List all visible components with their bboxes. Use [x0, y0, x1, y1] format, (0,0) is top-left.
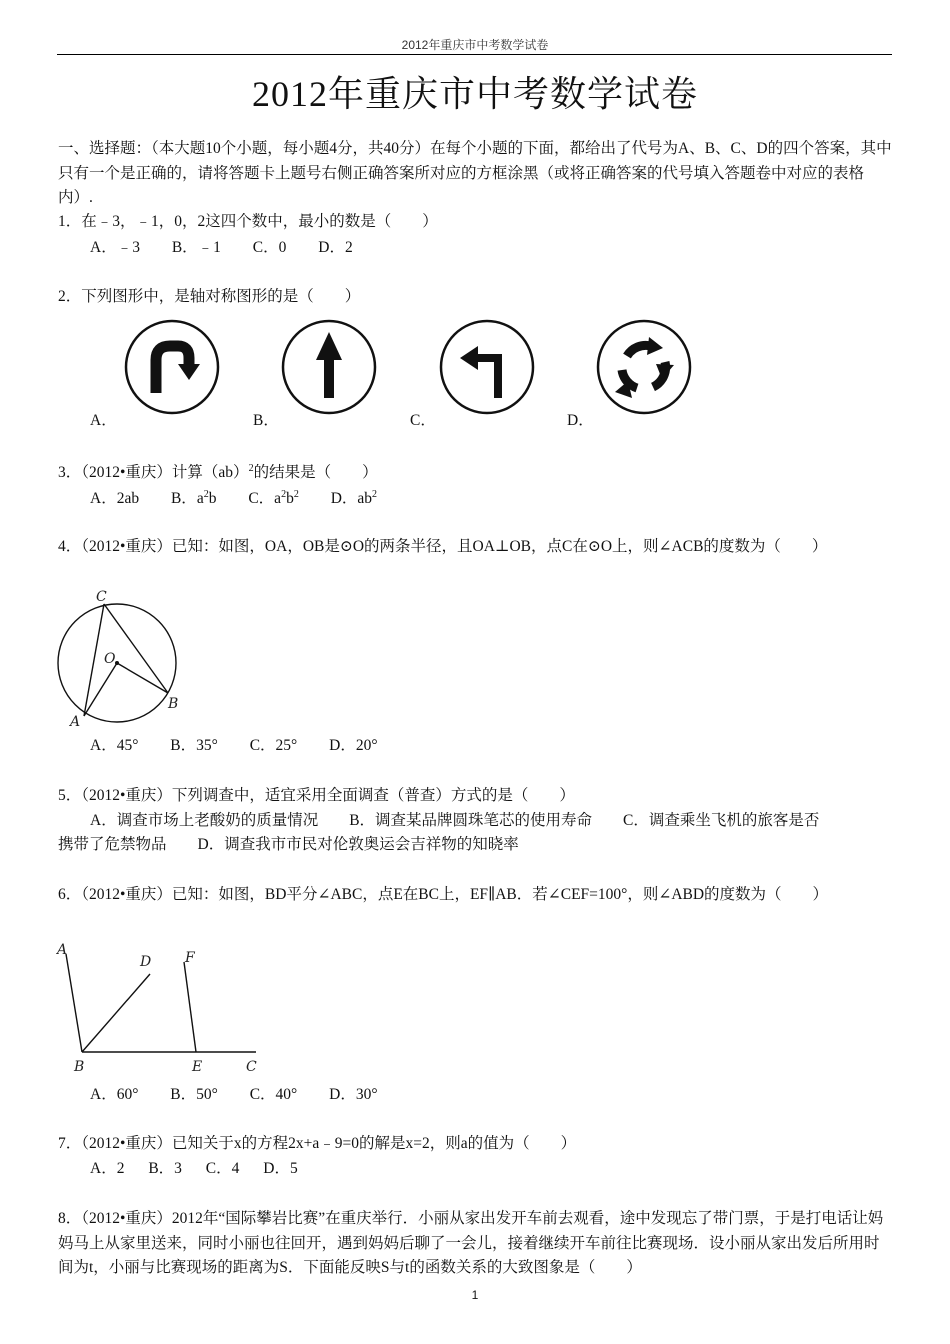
- header-divider: [57, 54, 892, 55]
- q7-option-d: D．5: [263, 1160, 298, 1177]
- question-5-stem: 5．（2012•重庆）下列调查中，适宜采用全面调查（普查）方式的是（ ）: [58, 787, 575, 804]
- q6-option-b: B．50°: [170, 1086, 218, 1103]
- q2-label-b: B．: [253, 412, 279, 429]
- q3-stem-exponent: 2: [248, 463, 254, 474]
- q7-option-a: A．2: [90, 1160, 125, 1177]
- u-turn-right-sign-icon: [123, 318, 221, 416]
- q3-stem-pre: 3．（2012•重庆）计算（ab）: [58, 464, 249, 481]
- q4-label-b: B: [168, 696, 179, 712]
- q1-option-d: D．2: [318, 239, 353, 256]
- q4-option-b: B．35°: [170, 737, 218, 754]
- question-8-stem: 8．（2012•重庆）2012年“国际攀岩比赛”在重庆举行．小丽从家出发开车前去观看，途中发现忘了带门票，于是打电话让妈妈马上从家里送来，同时小丽也往回开，遇到妈妈后聊了一会儿，接着继续开车前往比赛现场．设小丽从家出发后所用时间为t，小丽与比赛现场的距离为S．下面能反映S与t的函数关系的大致图象是（ ）: [58, 1210, 884, 1276]
- q5-options-line-2: 携带了危禁物品 D．调查我市市民对伦敦奥运会吉祥物的知晓率: [58, 836, 519, 853]
- q2-label-c: C．: [410, 412, 436, 429]
- page-title: 2012年重庆市中考数学试卷: [251, 74, 698, 114]
- q6-label-b: B: [74, 1059, 85, 1075]
- q6-option-d: D．30°: [329, 1086, 378, 1103]
- question-1-options: [90, 236, 381, 260]
- q4-label-o: O: [104, 651, 116, 667]
- q6-label-e: E: [192, 1059, 203, 1075]
- question-3-options: [90, 487, 405, 511]
- question-4-options: [90, 734, 406, 758]
- q6-label-f: F: [185, 950, 195, 966]
- q3-option-c: C．$a^2b^2$: [248, 489, 299, 507]
- q3-stem-post: 的结果是（ ）: [253, 464, 378, 481]
- roundabout-sign-icon: [595, 318, 693, 416]
- q2-label-d: D．: [567, 412, 594, 429]
- q2-label-a: A．: [90, 412, 117, 429]
- q4-label-a: A: [70, 714, 81, 730]
- page-number: 1: [471, 1288, 479, 1302]
- straight-arrow-sign-icon: [280, 318, 378, 416]
- section-intro: 一、选择题：（本大题10个小题，每小题4分，共40分）在每个小题的下面，都给出了代号为A、B、C、D的四个答案，其中只有一个是正确的，请将答题卡上题号右侧正确答案所对应的方框涂黑（或将正确答案的代号填入答题卷中对应的表格内）.: [58, 140, 892, 206]
- question-6-stem: 6．（2012•重庆）已知：如图，BD平分∠ABC，点E在BC上，EF∥AB．若∠CEF=100°，则∠ABD的度数为（ ）: [58, 886, 829, 903]
- q4-label-c: C: [96, 589, 107, 605]
- question-4-stem: 4．（2012•重庆）已知：如图，OA，OB是⊙O的两条半径，且OA⊥OB，点C在⊙O上，则∠ACB的度数为（ ）: [58, 538, 828, 555]
- q1-option-a: A．﹣3: [90, 239, 140, 256]
- q7-option-b: B．3: [148, 1160, 182, 1177]
- q4-circle-figure: [50, 585, 190, 730]
- turn-left-sign-icon: [438, 318, 536, 416]
- q5-options-line-1: A．调查市场上老酸奶的质量情况 B．调查某品牌圆珠笔芯的使用寿命 C．调查乘坐飞机的旅客是否: [90, 812, 820, 829]
- running-header: 2012年重庆市中考数学试卷: [401, 38, 549, 52]
- q6-option-a: A．60°: [90, 1086, 139, 1103]
- q6-option-c: C．40°: [249, 1086, 298, 1103]
- q3-option-d: D．$ab^2$: [330, 489, 378, 507]
- q1-option-b: B．﹣1: [171, 239, 221, 256]
- q7-option-c: C．4: [205, 1160, 240, 1177]
- q4-option-a: A．45°: [90, 737, 139, 754]
- question-1-stem: 1．在﹣3，﹣1，0，2这四个数中，最小的数是（ ）: [58, 213, 438, 230]
- q4-option-d: D．20°: [329, 737, 378, 754]
- q3-option-a: A．2ab: [90, 490, 140, 507]
- q6-label-d: D: [140, 954, 152, 970]
- q3-option-b: B．$a^2b$: [170, 489, 217, 507]
- q6-angle-figure: [52, 938, 272, 1078]
- q1-option-c: C．0: [252, 239, 287, 256]
- question-2-stem: 2．下列图形中，是轴对称图形的是（ ）: [58, 288, 361, 305]
- question-7-stem: 7．（2012•重庆）已知关于x的方程2x+a﹣9=0的解是x=2，则a的值为（ ）: [58, 1135, 577, 1152]
- q6-label-a: A: [57, 942, 68, 958]
- question-7-options: [90, 1157, 318, 1181]
- question-3-stem: [58, 461, 378, 485]
- question-6-options: [90, 1083, 406, 1107]
- q4-option-c: C．25°: [249, 737, 298, 754]
- q6-label-c: C: [246, 1059, 257, 1075]
